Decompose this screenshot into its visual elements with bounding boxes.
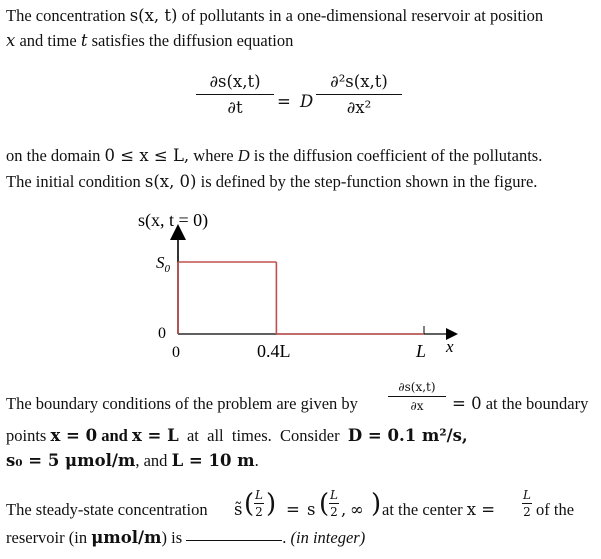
rhs-denominator: ∂x²	[346, 98, 372, 117]
question-center-text	[382, 500, 495, 520]
x-equals: x =	[466, 500, 496, 519]
bc-text: points	[6, 426, 51, 445]
domain-text: on the domain	[6, 146, 105, 165]
bc-equals-zero: = 0	[452, 394, 482, 413]
question-text: at the center	[382, 500, 467, 519]
lhs-denominator: ∂t	[227, 98, 243, 117]
s0-value: s₀ = 5 μmol/m	[6, 451, 136, 470]
question-text-end: of the	[536, 500, 575, 519]
question-text: .	[282, 528, 291, 547]
rhs-numerator: ∂²s(x,t)	[330, 72, 388, 91]
intro-text: satisfies the diffusion equation	[87, 31, 294, 50]
initial-condition-symbol: s(x, 0)	[144, 172, 197, 191]
bc-line-3	[6, 451, 259, 471]
s-function-symbol: s	[307, 500, 316, 519]
question-text: reservoir (in	[6, 528, 92, 547]
d-value: D = 0.1 m²/s,	[347, 426, 468, 445]
x-symbol: x	[6, 31, 16, 50]
bc-denominator: ∂x	[410, 399, 424, 413]
bc-fraction	[388, 380, 446, 413]
comma: ,	[341, 500, 347, 519]
bc-and: and	[97, 426, 132, 445]
concentration-symbol: s(x, t)	[129, 6, 178, 25]
question-line-2	[6, 528, 365, 548]
intro-text: and time	[15, 31, 81, 50]
bc-line-2	[6, 426, 468, 446]
diffusion-coefficient: D	[300, 92, 314, 111]
bc-text: , and	[135, 451, 172, 470]
bc-text: at the boundary	[481, 394, 589, 413]
domain-text: where	[189, 146, 238, 165]
intro-text: of pollutants in a one-dimensional reservoir at position	[177, 6, 544, 25]
bc-numerator: ∂s(x,t)	[398, 380, 436, 394]
s0-label: $S_0$	[156, 253, 170, 275]
intro-text: The concentration	[6, 6, 130, 25]
domain-text: The initial condition	[6, 172, 145, 191]
step-series	[178, 262, 424, 334]
t-symbol: t	[80, 31, 88, 50]
paren-close-2: )	[371, 489, 382, 519]
center-fraction: L 2	[523, 488, 531, 519]
question-text: The steady-state concentration	[6, 500, 208, 519]
l-over-2-fraction-2: L 2	[330, 488, 338, 519]
d-symbol: D	[237, 146, 250, 165]
bc-line-1-end	[452, 394, 588, 414]
l-over-2-fraction: L 2	[255, 488, 263, 519]
domain-text: is defined by the step-function shown in the figure.	[196, 172, 538, 191]
question-text: ) is	[161, 528, 187, 547]
bc-text: The boundary conditions of the problem are given by	[6, 394, 358, 413]
paren-open: (	[244, 489, 255, 519]
x-equals-L: x = L	[131, 426, 179, 445]
x-tick-zero: 0	[172, 344, 180, 361]
x-equals-zero: x = 0	[50, 426, 98, 445]
x-tick-L-label: L	[416, 341, 427, 361]
question-line-1	[6, 500, 208, 520]
domain-text: is the diffusion coefficient of the pollutants.	[249, 146, 543, 165]
paren-close: )	[266, 489, 277, 519]
y-tick-zero: 0	[158, 325, 166, 342]
domain-inequality: 0 ≤ x ≤ L,	[104, 146, 190, 165]
l-value: L = 10 m	[171, 451, 255, 470]
y-axis-label: s(x, t = 0)	[138, 210, 209, 230]
unit-text: μmol/m	[91, 528, 162, 547]
s-tilde-symbol: s̃	[234, 500, 243, 519]
question-equals: =	[286, 500, 300, 519]
lhs-numerator: ∂s(x,t)	[209, 72, 261, 91]
paren-open-2: (	[319, 489, 330, 519]
bc-text: .	[254, 451, 259, 470]
x-axis-label: x	[446, 337, 454, 356]
bc-text: at all times. Consider	[178, 426, 348, 445]
answer-blank[interactable]	[186, 540, 282, 541]
bc-line-1	[6, 394, 358, 414]
equals-sign: =	[277, 92, 291, 111]
integer-hint: (in integer)	[290, 528, 366, 547]
x-tick-04L: 0.4L	[257, 341, 291, 361]
infinity-symbol: ∞	[350, 500, 364, 519]
